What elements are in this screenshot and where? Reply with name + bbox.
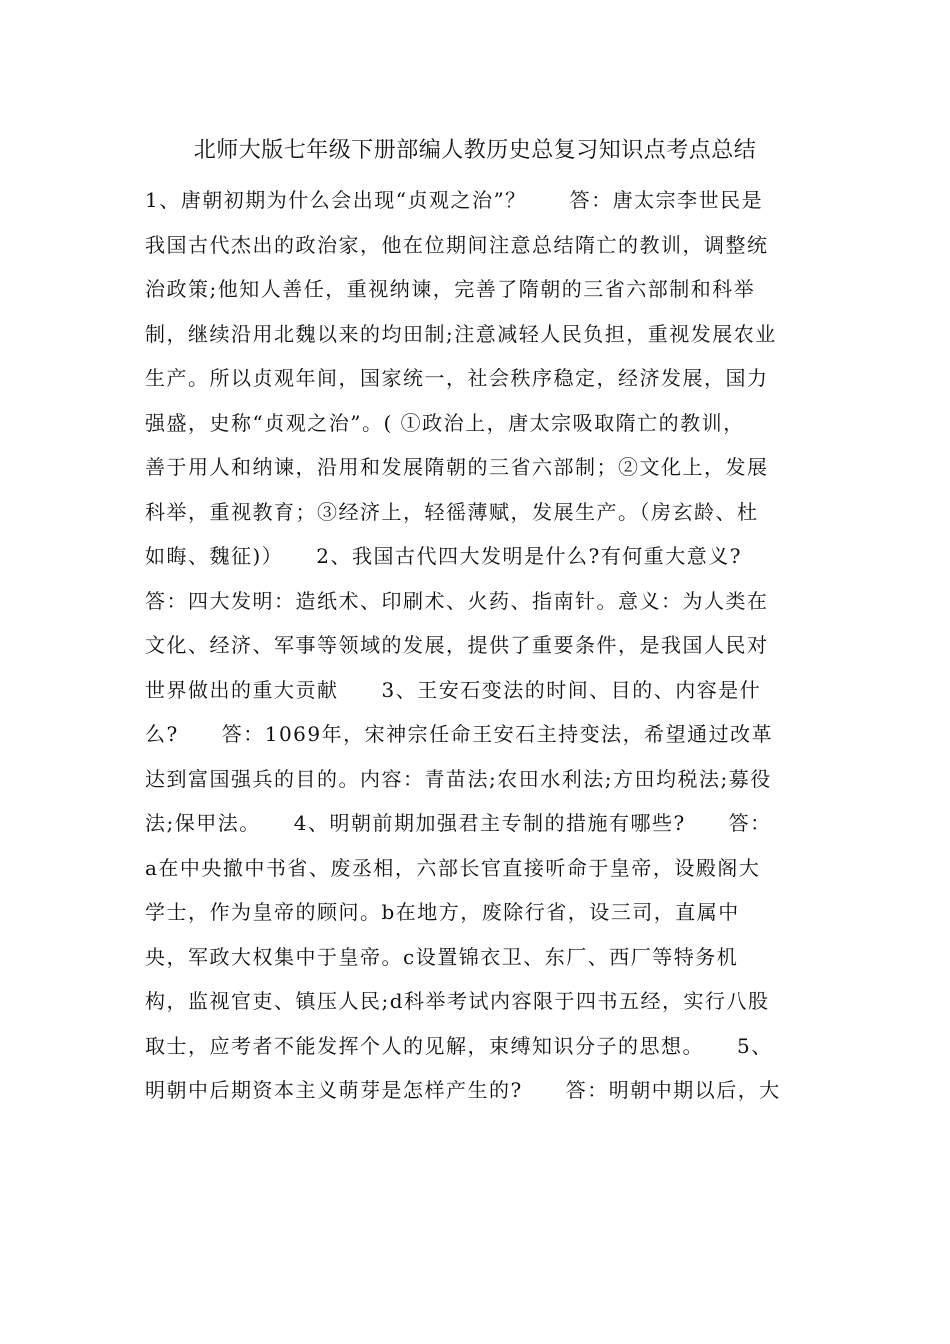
body-line: 生产。所以贞观年间，国家统一，社会秩序稳定，经济发展，国力 [145, 366, 769, 390]
body-line: 文化、经济、军事等领域的发展，提供了重要条件，是我国人民对 [145, 633, 769, 657]
body-line: 治政策;他知人善任，重视纳谏，完善了隋朝的三省六部制和科举 [145, 277, 756, 301]
body-line: 善于用人和纳谏，沿用和发展隋朝的三省六部制；②文化上，发展 [145, 455, 769, 479]
body-line: 达到富国强兵的目的。内容：青苗法;农田水利法;方田均税法;募役 [145, 766, 772, 791]
document-title: 北师大版七年级下册部编人教历史总复习知识点考点总结 [193, 138, 757, 163]
body-line: 学士，作为皇帝的顾问。b在地方，废除行省，设三司，直属中 [145, 900, 740, 924]
body-line: 取士，应考者不能发挥个人的见解，束缚知识分子的思想。 5、 [145, 1033, 773, 1058]
body-line: 么? 答：1069年，宋神宗任命王安石主持变法，希望通过改革 [145, 722, 774, 746]
body-line: 我国古代杰出的政治家，他在位期间注意总结隋亡的教训，调整统 [145, 232, 769, 257]
body-line: a在中央撤中书省、废丞相，六部长官直接听命于皇帝，设殿阁大 [145, 855, 761, 880]
body-line: 如晦、魏征)） 2、我国古代四大发明是什么?有何重大意义? [145, 544, 742, 568]
body-line: 强盛，史称“贞观之治”。( ①政治上，唐太宗吸取隋亡的教训， [145, 410, 745, 435]
body-line: 世界做出的重大贡献 3、王安石变法的时间、目的、内容是什 [145, 677, 762, 702]
body-line: 法;保甲法。 4、明朝前期加强君主专制的措施有哪些? 答： [145, 811, 772, 835]
document-body [145, 178, 807, 1113]
body-line: 答：四大发明：造纸术、印刷术、火药、指南针。意义：为人类在 [145, 588, 769, 613]
body-line: 央，军政大权集中于皇帝。c设置锦衣卫、东厂、西厂等特务机 [145, 944, 739, 969]
body-line: 科举，重视教育；③经济上，轻徭薄赋，发展生产。（房玄龄、杜 [145, 499, 759, 524]
body-line: 构，监视官吏、镇压人民;d科举考试内容限于四书五经，实行八股 [145, 989, 770, 1013]
body-line: 明朝中后期资本主义萌芽是怎样产生的? 答：明朝中期以后，大 [145, 1078, 781, 1102]
body-line: 制，继续沿用北魏以来的均田制;注意减轻人民负担，重视发展农业 [145, 321, 777, 346]
body-line: 1、唐朝初期为什么会出现“贞观之治”？ 答：唐太宗李世民是 [145, 188, 764, 212]
